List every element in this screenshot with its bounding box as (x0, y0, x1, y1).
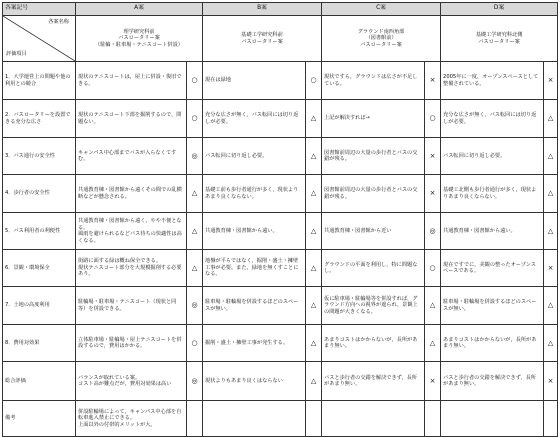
header-plan-d: D案 (441, 3, 558, 16)
plan-b-rating: △ (306, 100, 322, 138)
header-col-label: 各案記号 (3, 3, 76, 16)
plan-b-rating: △ (306, 362, 322, 401)
plan-c-rating: ◎ (425, 213, 441, 250)
plan-a-rating: ◎ (187, 138, 203, 175)
evaluation-item: 5．バス利用者の利便性 (3, 213, 76, 250)
plan-a-comment: 共通教育棟・図書館から遠く，やや不便となる。 風雨を避けられるなどバス待ちの快適性は高くなる。 (76, 213, 187, 250)
plan-d-rating: △ (544, 287, 558, 325)
plan-a-rating: ◎ (187, 362, 203, 401)
evaluation-rows (3, 62, 558, 437)
plan-d-comment: 現在ですでに，美観の整ったオープンスペースである。 (441, 250, 544, 287)
plan-a-rating: ○ (187, 325, 203, 362)
plan-c-comment: 図書館前周辺の大量の歩行者とバスの交錯が残る。 (322, 138, 425, 175)
evaluation-item: 7．土地の高度利用 (3, 287, 76, 325)
table-row (3, 100, 558, 138)
plan-c-comment: バスと歩行者の交錯を解決できず，長所があまり無い。 (322, 362, 425, 401)
plan-c-rating: × (425, 138, 441, 175)
plan-a-name: 理学研究科前 バスロータリー案 （駐輪・駐車場・テニスコート併設） (76, 16, 203, 62)
plan-b-comment: 現在は緑地 (203, 62, 306, 100)
plan-b-rating: △ (306, 213, 322, 250)
plan-d-rating: × (544, 362, 558, 401)
plan-d-comment: あまりコストはかからないが，長所があまり無い。 (441, 325, 544, 362)
plan-d-comment: 充分な広さが無く，バス転回には切り返しが必要。 (441, 100, 544, 138)
table-row (3, 287, 558, 325)
plan-d-rating: △ (544, 100, 558, 138)
plan-d-rating: △ (544, 138, 558, 175)
plan-c-rating: △ (425, 325, 441, 362)
plan-a-comment: キャンパス中心部までバスが入らなくてすむ。 (76, 138, 187, 175)
plan-d-comment: 共通教育棟・図書館から遠い。 (441, 213, 544, 250)
plan-a-comment: 立体駐車場・駐輪場・屋上テニスコートを併設するので，費用はかかる。 (76, 325, 187, 362)
plan-a-rating: △ (187, 175, 203, 213)
header-plan-c: C案 (322, 3, 441, 16)
plan-c-comment: グラウンドの平面を利用し，特に問題なし。 (322, 250, 425, 287)
plan-c-comment: 図書館前周辺の大量の歩行者とバスの交錯が残る。 (322, 175, 425, 213)
evaluation-item: 8．費用対効果 (3, 325, 76, 362)
plan-d-rating: × (544, 62, 558, 100)
plan-b-comment: 基礎工前も歩行者通行が多く，現状よりあまり良くならない。 (203, 175, 306, 213)
plan-d-rating: △ (544, 175, 558, 213)
evaluation-table (2, 2, 558, 437)
evaluation-item: 備考 (3, 401, 76, 437)
evaluation-item: 総合評価 (3, 362, 76, 401)
plan-d-comment: 基礎工北側も歩行者通行が多く，現状よりあまり良くならない。 (441, 175, 544, 213)
plan-c-rating: × (425, 175, 441, 213)
plan-c-rating: × (425, 362, 441, 401)
plan-c-name: グラウンド南西角部 （図書館前） バスロータリー案 (322, 16, 441, 62)
plan-b-comment: 駐車場・駐輪場を併設するほどのスペースが無い。 (203, 287, 306, 325)
plan-c-comment: 上記が解決すれば→ (322, 100, 425, 138)
plan-c-comment: 現状ですら，グラウンドは広さが不足している。 (322, 62, 425, 100)
plan-a-comment: 駐輪場・駐車場・テニスコート（現状と同等）を併設できる。 (76, 287, 187, 325)
plan-d-rating: × (544, 250, 558, 287)
name-label: 各案名称 (48, 19, 69, 25)
plan-b-rating: △ (306, 175, 322, 213)
plan-d-comment (441, 401, 544, 437)
plan-a-rating: △ (187, 213, 203, 250)
item-label: 評価項目 (6, 50, 27, 57)
evaluation-item: 3．バス通行の安全性 (3, 138, 76, 175)
plan-d-rating: △ (544, 325, 558, 362)
plan-b-comment (203, 401, 306, 437)
plan-d-name: 基礎工学研究科北側 バスロータリー案 (441, 16, 558, 62)
plan-c-rating (425, 401, 441, 437)
plan-d-comment: バスと歩行者の交錯を解決できず，長所があまり無い。 (441, 362, 544, 401)
plan-d-comment: 2005年に一度，オープンスペースとして整備されている。 (441, 62, 544, 100)
plan-b-comment: 現状よりもあまり良くはならない (203, 362, 306, 401)
plan-b-comment: 掘削・盛土・擁壁工事が発生する。 (203, 325, 306, 362)
plan-c-comment (322, 401, 425, 437)
subheader-row (3, 16, 558, 62)
plan-c-comment: あまりコストはかからないが，長所があまり無い。 (322, 325, 425, 362)
table-row (3, 401, 558, 437)
plan-a-comment: 共通教育棟・図書館から遠くその間での乱横断などが懸念される。 (76, 175, 187, 213)
plan-c-rating: × (425, 62, 441, 100)
table-row (3, 62, 558, 100)
plan-a-rating: ○ (187, 100, 203, 138)
table-row (3, 138, 558, 175)
plan-a-rating (187, 401, 203, 437)
plan-b-rating: △ (306, 287, 322, 325)
table-row (3, 325, 558, 362)
header-plan-b: B案 (203, 3, 322, 16)
plan-d-rating: △ (544, 213, 558, 250)
plan-a-comment: バランスが取れている案。 コスト高が難点だが，費用対効果は高い (76, 362, 187, 401)
plan-b-rating: △ (306, 325, 322, 362)
plan-a-comment: 街路に面する緑は概ね保全できる。 現状テニスコート部分を大規模掘削する必要あり。 (76, 250, 187, 287)
plan-c-rating: ○ (425, 250, 441, 287)
plan-a-rating: ○ (187, 62, 203, 100)
plan-d-rating (544, 401, 558, 437)
plan-b-rating: ○ (306, 62, 322, 100)
plan-c-comment: 共通教育棟・図書館から近い (322, 213, 425, 250)
header-row (3, 3, 558, 16)
table-row (3, 250, 558, 287)
plan-c-rating: △ (425, 287, 441, 325)
evaluation-item: 2．バスロータリーを設置できる充分な広さ (3, 100, 76, 138)
plan-b-comment: 地盤が平らではなく，掘削・盛土・擁壁工事が必要。また，緑地を無くすことになる。 (203, 250, 306, 287)
plan-a-rating: ◎ (187, 287, 203, 325)
plan-a-comment: 現状のテニスコートは，屋上に併設・復旧できる。 (76, 62, 187, 100)
plan-a-comment: 現状のテニスコート下部を掘削するので，問題ない。 (76, 100, 187, 138)
plan-c-comment: 仮に駐車場・駐輪場等を併設すれば，グラウンド方向への視界が遮られ，景観上の問題が大きくなる。 (322, 287, 425, 325)
plan-d-comment: バス転回に切り返し必要。 (441, 138, 544, 175)
plan-b-comment: 充分な広さが無く，バス転回には切り返しが必要。 (203, 100, 306, 138)
table-row (3, 362, 558, 401)
plan-b-rating: △ (306, 138, 322, 175)
table-row (3, 213, 558, 250)
plan-d-comment: 駐車場・駐輪場を併設するほどのスペースが無い。 (441, 287, 544, 325)
plan-c-rating: ○ (425, 100, 441, 138)
plan-b-comment: 共通教育棟・図書館から遠い。 (203, 213, 306, 250)
plan-a-rating: △ (187, 250, 203, 287)
plan-b-comment: バス転回に切り返し必要。 (203, 138, 306, 175)
plan-b-rating: △ (306, 250, 322, 287)
table-row (3, 175, 558, 213)
plan-b-name: 基礎工学研究科前 バスロータリー案 (203, 16, 322, 62)
plan-a-comment: 併設駐輪場によって，キャンパス中心部を自転車進入禁止にできる。 上面以外の付帯的メリットが大。 (76, 401, 187, 437)
plan-b-rating (306, 401, 322, 437)
evaluation-item: 1．大学運営上の問題や他の利用との競合 (3, 62, 76, 100)
evaluation-item: 6．景観・環境保全 (3, 250, 76, 287)
header-plan-a: A案 (76, 3, 203, 16)
diagonal-header-cell (3, 16, 76, 62)
evaluation-item: 4．歩行者の安全性 (3, 175, 76, 213)
